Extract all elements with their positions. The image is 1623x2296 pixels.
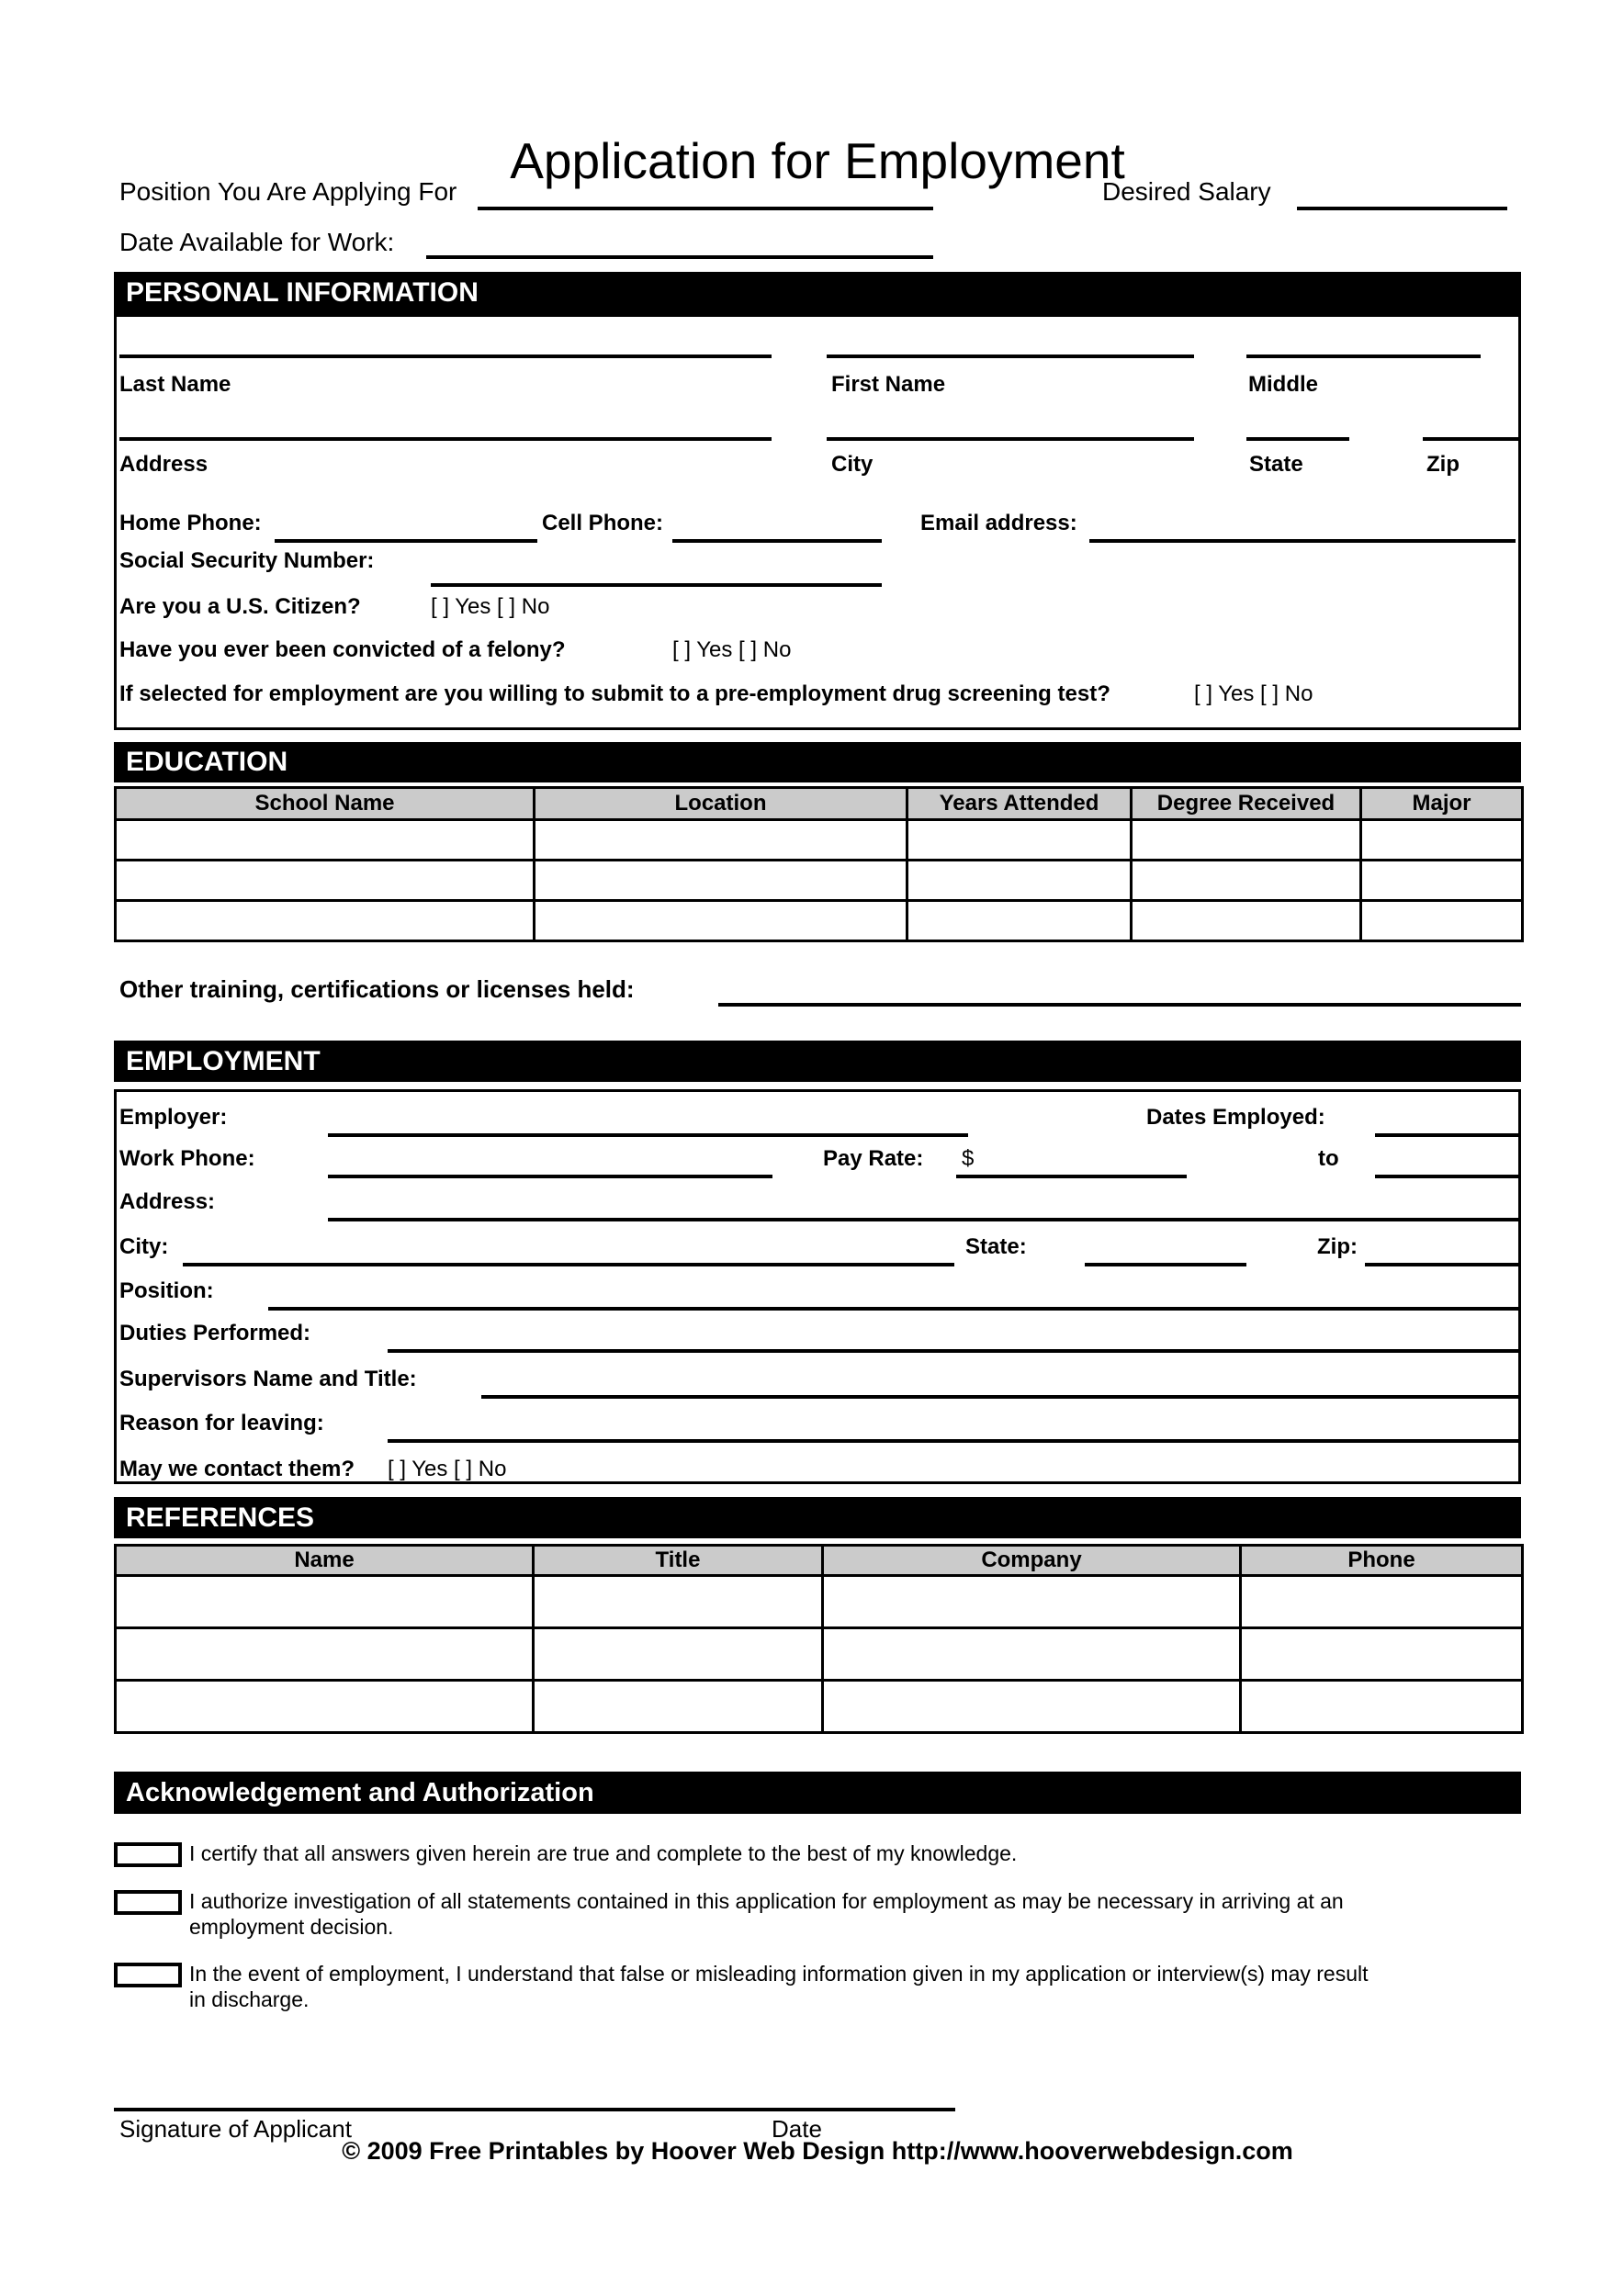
references-cell[interactable]: [534, 1628, 823, 1681]
section-header-education: [114, 742, 1521, 782]
employment-zip-field-line[interactable]: [1365, 1263, 1518, 1266]
employment-address-label: Address:: [119, 1189, 216, 1214]
section-header-acknowledgement-label: Acknowledgement and Authorization: [126, 1777, 594, 1807]
dates-employed-label: Dates Employed:: [1146, 1105, 1325, 1130]
reason-for-leaving-label: Reason for leaving:: [119, 1411, 324, 1435]
last-name-label: Last Name: [119, 372, 231, 397]
copyright-footer: © 2009 Free Printables by Hoover Web Design http://www.hooverwebdesign.com: [342, 2137, 1293, 2165]
supervisor-name-title-label: Supervisors Name and Title:: [119, 1367, 417, 1391]
education-cell[interactable]: [1361, 861, 1523, 901]
certify-checkbox[interactable]: [114, 1842, 182, 1867]
drug-test-question-label: If selected for employment are you willing to submit to a pre-employment drug screening test?: [119, 681, 1110, 706]
education-cell[interactable]: [907, 820, 1132, 861]
education-header-degree-received: Degree Received: [1132, 788, 1361, 820]
references-row: [116, 1628, 1523, 1681]
references-cell[interactable]: [534, 1681, 823, 1733]
section-header-references-label: REFERENCES: [126, 1502, 315, 1533]
employment-address-field-line[interactable]: [328, 1218, 1518, 1221]
may-we-contact-yes-no-options[interactable]: [ ] Yes [ ] No: [388, 1457, 507, 1481]
state-label: State: [1249, 452, 1303, 477]
education-cell[interactable]: [116, 861, 535, 901]
education-cell[interactable]: [907, 901, 1132, 941]
employment-zip-label: Zip:: [1317, 1234, 1358, 1259]
page-title: Application for Employment: [510, 131, 1125, 189]
education-row: [116, 820, 1523, 861]
ssn-label: Social Security Number:: [119, 548, 375, 573]
section-header-employment: [114, 1041, 1521, 1082]
employment-city-field-line[interactable]: [183, 1263, 954, 1266]
citizen-question-label: Are you a U.S. Citizen?: [119, 594, 361, 619]
may-we-contact-question-label: May we contact them?: [119, 1457, 355, 1481]
address-label: Address: [119, 452, 209, 477]
references-row: [116, 1681, 1523, 1733]
acknowledgement-item-1: [114, 1840, 1374, 1867]
education-cell[interactable]: [116, 901, 535, 941]
section-header-personal-information: [114, 272, 1521, 314]
certify-statement: I certify that all answers given herein are true and complete to the best of my knowledge.: [189, 1841, 1018, 1865]
section-header-employment-label: EMPLOYMENT: [126, 1045, 321, 1076]
references-header-name: Name: [116, 1546, 534, 1576]
education-cell[interactable]: [1132, 820, 1361, 861]
references-cell[interactable]: [823, 1576, 1241, 1628]
references-cell[interactable]: [116, 1628, 534, 1681]
address-field-line[interactable]: [119, 437, 772, 441]
cell-phone-label: Cell Phone:: [542, 511, 664, 535]
references-header-title: Title: [534, 1546, 823, 1576]
felony-yes-no-options[interactable]: [ ] Yes [ ] No: [672, 637, 792, 662]
other-training-label: Other training, certifications or licenses held:: [119, 975, 635, 1003]
city-label: City: [831, 452, 873, 477]
employment-position-field-line[interactable]: [268, 1307, 1518, 1311]
duties-performed-label: Duties Performed:: [119, 1321, 311, 1345]
pay-rate-label: Pay Rate:: [823, 1146, 924, 1171]
work-phone-field-line[interactable]: [328, 1175, 772, 1178]
zip-label: Zip: [1426, 452, 1460, 477]
employer-field-line[interactable]: [328, 1133, 968, 1137]
position-applying-label: Position You Are Applying For: [119, 177, 457, 206]
pay-rate-currency-symbol: $: [962, 1146, 975, 1171]
date-available-field-line[interactable]: [426, 255, 933, 259]
education-cell[interactable]: [1361, 901, 1523, 941]
section-header-acknowledgement: [114, 1772, 1521, 1814]
top-fields-row-2: [114, 223, 1521, 264]
pay-rate-field-line[interactable]: [956, 1175, 1187, 1178]
authorize-investigation-checkbox[interactable]: [114, 1890, 182, 1915]
duties-performed-field-line[interactable]: [388, 1349, 1518, 1353]
other-training-row: [114, 975, 1521, 1018]
zip-field-line[interactable]: [1423, 437, 1518, 441]
acknowledgement-item-2: [114, 1888, 1374, 1940]
education-row: [116, 861, 1523, 901]
cell-phone-field-line[interactable]: [672, 539, 882, 543]
email-address-field-line[interactable]: [1089, 539, 1516, 543]
education-header-school-name: School Name: [116, 788, 535, 820]
reason-for-leaving-field-line[interactable]: [388, 1439, 1518, 1443]
signature-field-line[interactable]: [114, 2108, 955, 2111]
authorize-investigation-statement: I authorize investigation of all statements contained in this application for employment as may be necessary in arriving at an employment decision.: [189, 1889, 1344, 1939]
drug-test-yes-no-options[interactable]: [ ] Yes [ ] No: [1194, 681, 1313, 706]
employment-position-label: Position:: [119, 1278, 214, 1303]
state-field-line[interactable]: [1246, 437, 1349, 441]
references-header-company: Company: [823, 1546, 1241, 1576]
employment-city-label: City:: [119, 1234, 169, 1259]
education-cell[interactable]: [535, 820, 907, 861]
references-cell[interactable]: [116, 1576, 534, 1628]
dates-employed-from-field-line[interactable]: [1375, 1133, 1518, 1137]
references-header-row: [116, 1546, 1523, 1576]
references-cell[interactable]: [1241, 1681, 1523, 1733]
date-label: Date: [772, 2115, 822, 2143]
desired-salary-label: Desired Salary: [1102, 177, 1271, 206]
work-phone-label: Work Phone:: [119, 1146, 255, 1171]
references-cell[interactable]: [116, 1681, 534, 1733]
education-cell[interactable]: [1132, 901, 1361, 941]
first-name-field-line[interactable]: [827, 355, 1194, 358]
education-cell[interactable]: [535, 901, 907, 941]
employment-state-label: State:: [965, 1234, 1027, 1259]
false-information-statement: In the event of employment, I understand that false or misleading information given in my application or interview(s) may result in discharge.: [189, 1962, 1369, 2011]
education-cell[interactable]: [116, 820, 535, 861]
false-information-checkbox[interactable]: [114, 1963, 182, 1987]
education-header-row: [116, 788, 1523, 820]
first-name-label: First Name: [831, 372, 946, 397]
pay-rate-to-label: to: [1318, 1146, 1339, 1171]
references-cell[interactable]: [823, 1681, 1241, 1733]
education-row: [116, 901, 1523, 941]
citizen-yes-no-options[interactable]: [ ] Yes [ ] No: [431, 594, 550, 619]
references-cell[interactable]: [1241, 1576, 1523, 1628]
top-fields-row-1: [114, 176, 1521, 217]
ssn-field-line[interactable]: [431, 583, 882, 587]
felony-question-label: Have you ever been convicted of a felony?: [119, 637, 566, 662]
education-header-location: Location: [535, 788, 907, 820]
education-cell[interactable]: [535, 861, 907, 901]
education-cell[interactable]: [1132, 861, 1361, 901]
other-training-field-line[interactable]: [718, 1003, 1521, 1007]
employment-box: [114, 1089, 1521, 1484]
section-header-personal-information-label: PERSONAL INFORMATION: [126, 277, 479, 308]
employment-state-field-line[interactable]: [1085, 1263, 1246, 1266]
employer-label: Employer:: [119, 1105, 228, 1130]
education-header-major: Major: [1361, 788, 1523, 820]
education-header-years-attended: Years Attended: [907, 788, 1132, 820]
education-cell[interactable]: [907, 861, 1132, 901]
dates-employed-to-field-line[interactable]: [1375, 1175, 1518, 1178]
references-row: [116, 1576, 1523, 1628]
education-table: [114, 786, 1524, 942]
education-cell[interactable]: [1361, 820, 1523, 861]
application-form-page: [114, 0, 1521, 2296]
last-name-field-line[interactable]: [119, 355, 772, 358]
position-applying-field-line[interactable]: [478, 207, 933, 210]
home-phone-field-line[interactable]: [275, 539, 537, 543]
date-available-label: Date Available for Work:: [119, 228, 395, 256]
acknowledgement-item-3: [114, 1961, 1374, 2012]
section-header-references: [114, 1497, 1521, 1538]
references-cell[interactable]: [823, 1628, 1241, 1681]
desired-salary-field-line[interactable]: [1297, 207, 1507, 210]
references-cell[interactable]: [534, 1576, 823, 1628]
references-cell[interactable]: [1241, 1628, 1523, 1681]
signature-of-applicant-label: Signature of Applicant: [119, 2115, 352, 2143]
personal-information-box: [114, 314, 1521, 730]
city-field-line[interactable]: [827, 437, 1194, 441]
section-header-education-label: EDUCATION: [126, 747, 288, 777]
home-phone-label: Home Phone:: [119, 511, 262, 535]
middle-name-label: Middle: [1248, 372, 1318, 397]
email-address-label: Email address:: [920, 511, 1077, 535]
supervisor-name-title-field-line[interactable]: [481, 1395, 1518, 1399]
references-header-phone: Phone: [1241, 1546, 1523, 1576]
middle-name-field-line[interactable]: [1246, 355, 1481, 358]
references-table: [114, 1544, 1524, 1734]
